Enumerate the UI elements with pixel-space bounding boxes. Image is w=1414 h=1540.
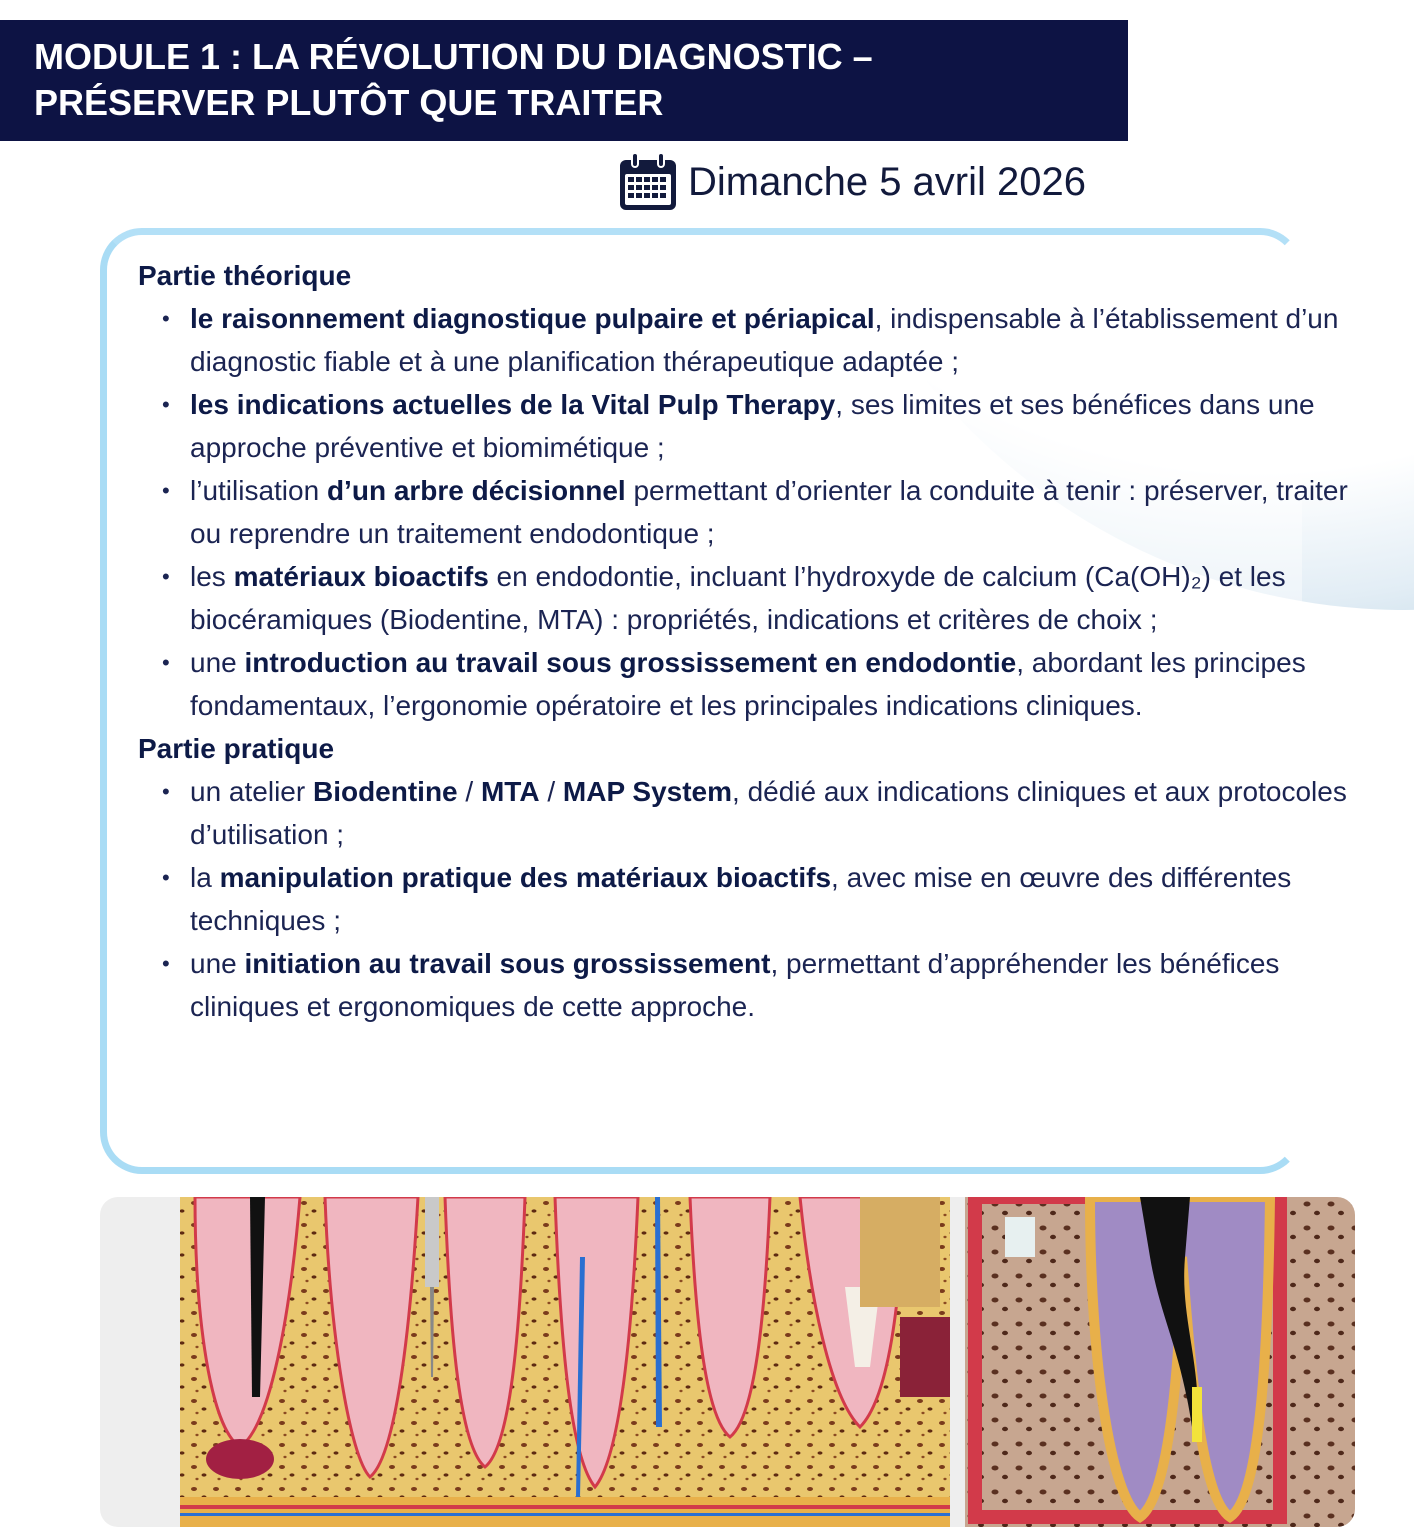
practice-section-title: Partie pratique xyxy=(138,733,335,764)
module-title-line-2: PRÉSERVER PLUTÔT QUE TRAITER xyxy=(34,82,664,123)
calendar-icon xyxy=(616,150,680,214)
dental-model-photo xyxy=(100,1197,1355,1527)
list-item: • les indications actuelles de la Vital Pulp Therapy, ses limites et ses bénéfices dans une approche préventive et biomimétique ; xyxy=(190,383,1348,469)
theory-list xyxy=(138,297,1348,727)
list-item: • le raisonnement diagnostique pulpaire et périapical, indispensable à l’établissement d’un diagnostic fiable et à une planification thérapeutique adaptée ; xyxy=(190,297,1348,383)
module-title-line-1: MODULE 1 : LA RÉVOLUTION DU DIAGNOSTIC – xyxy=(34,36,873,77)
practice-list xyxy=(138,770,1348,1028)
date-row xyxy=(616,150,1086,214)
tooth-cross-section-illustration xyxy=(100,1197,1355,1527)
list-item: • la manipulation pratique des matériaux bioactifs, avec mise en œuvre des différentes techniques ; xyxy=(190,856,1348,942)
list-item: • les matériaux bioactifs en endodontie, incluant l’hydroxyde de calcium (Ca(OH)₂) et les biocéramiques (Biodentine, MTA) : propriétés, indications et critères de choix ; xyxy=(190,555,1348,641)
module-title-banner xyxy=(0,20,1128,141)
list-item: • un atelier Biodentine / MTA / MAP System, dédié aux indications cliniques et aux protocoles d’utilisation ; xyxy=(190,770,1348,856)
event-date: Dimanche 5 avril 2026 xyxy=(688,159,1086,204)
theory-section-title: Partie théorique xyxy=(138,260,352,291)
list-item: • une initiation au travail sous grossissement, permettant d’appréhender les bénéfices cliniques et ergonomiques de cette approche. xyxy=(190,942,1348,1028)
list-item: • une introduction au travail sous grossissement en endodontie, abordant les principes fondamentaux, l’ergonomie opératoire et les principales indications cliniques. xyxy=(190,641,1348,727)
list-item: • l’utilisation d’un arbre décisionnel permettant d’orienter la conduite à tenir : préserver, traiter ou reprendre un traitement endodontique ; xyxy=(190,469,1348,555)
program-content xyxy=(138,254,1348,1028)
